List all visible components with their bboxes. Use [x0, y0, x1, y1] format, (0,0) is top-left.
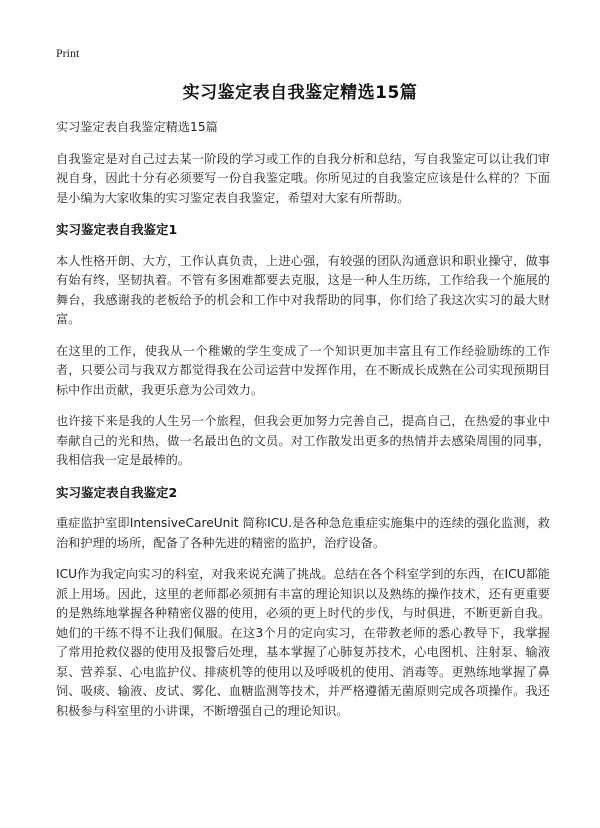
print-link[interactable]: Print [56, 46, 80, 60]
article-subtitle: 实习鉴定表自我鉴定精选15篇 [56, 120, 218, 134]
section-1-paragraph-3: 也许接下来是我的人生另一个旅程，但我会更加努力完善自己，提高自己，在热爱的事业中奉献自己的光和热，做一名最出色的文员。对工作散发出更多的热情并去感染周围的同事，我相信我一定是最棒的。 [56, 414, 550, 467]
section-heading-2: 实习鉴定表自我鉴定2 [56, 484, 178, 500]
section-1-paragraph-1: 本人性格开朗、大方，工作认真负责，上进心强，有较强的团队沟通意识和职业操守，做事有始有终，坚韧执着。不管有多困难都要去克服，这是一种人生历练，工作给我一个施展的舞台，我感谢我的老板给予的机会和工作中对我帮助的同事，你们给了我这次实习的最大财富。 [56, 253, 550, 326]
page-title: 实习鉴定表自我鉴定精选15篇 [182, 83, 418, 103]
section-2-paragraph-1: 重症监护室即IntensiveCareUnit 简称ICU.是各种急危重症实施集中的连续的强化监测，救治和护理的场所，配备了各种先进的精密的监护，治疗设备。 [56, 516, 550, 550]
article-body [56, 118, 550, 733]
section-heading-1: 实习鉴定表自我鉴定1 [56, 222, 178, 237]
section-2-paragraph-2: ICU作为我定向实习的科室，对我来说充满了挑战。总结在各个科室学到的东西，在ICU都能派上用场。因此，这里的老师都必须拥有丰富的理论知识以及熟练的操作技术，还有更重要的是熟练地掌握各种精密仪器的使用，必须的更上时代的步伐，与时俱进，不断更新自我。她们的干练不得不让我们佩服。在这3个月的定向实习，在带教老师的悉心教导下，我掌握了常用抢救仪器的使用及报警后处理，基本掌握了心肺复苏技术，心电图机、注射泵、输液泵、营养泵、心电监护仪、排痰机等的使用以及呼吸机的使用、消毒等。更熟练地掌握了鼻饲、吸痰、输液、皮试、雾化、血糖监测等技术，并严格遵循无菌原则完成各项操作。我还积极参与科室里的小讲课，不断增强自己的理论知识。 [56, 567, 550, 718]
section-1-paragraph-2: 在这里的工作，使我从一个稚嫩的学生变成了一个知识更加丰富且有工作经验励练的工作者，只要公司与我双方都觉得我在公司运营中发挥作用，在不断成长成熟在公司实现预期目标中作出贡献，我更乐意为公司效力。 [56, 343, 550, 397]
intro-paragraph: 自我鉴定是对自己过去某一阶段的学习或工作的自我分析和总结，写自我鉴定可以让我们审视自身，因此十分有必须要写一份自我鉴定哦。你所见过的自我鉴定应该是什么样的？下面是小编为大家收集的实习鉴定表自我鉴定，希望对大家有所帮助。 [56, 151, 550, 205]
